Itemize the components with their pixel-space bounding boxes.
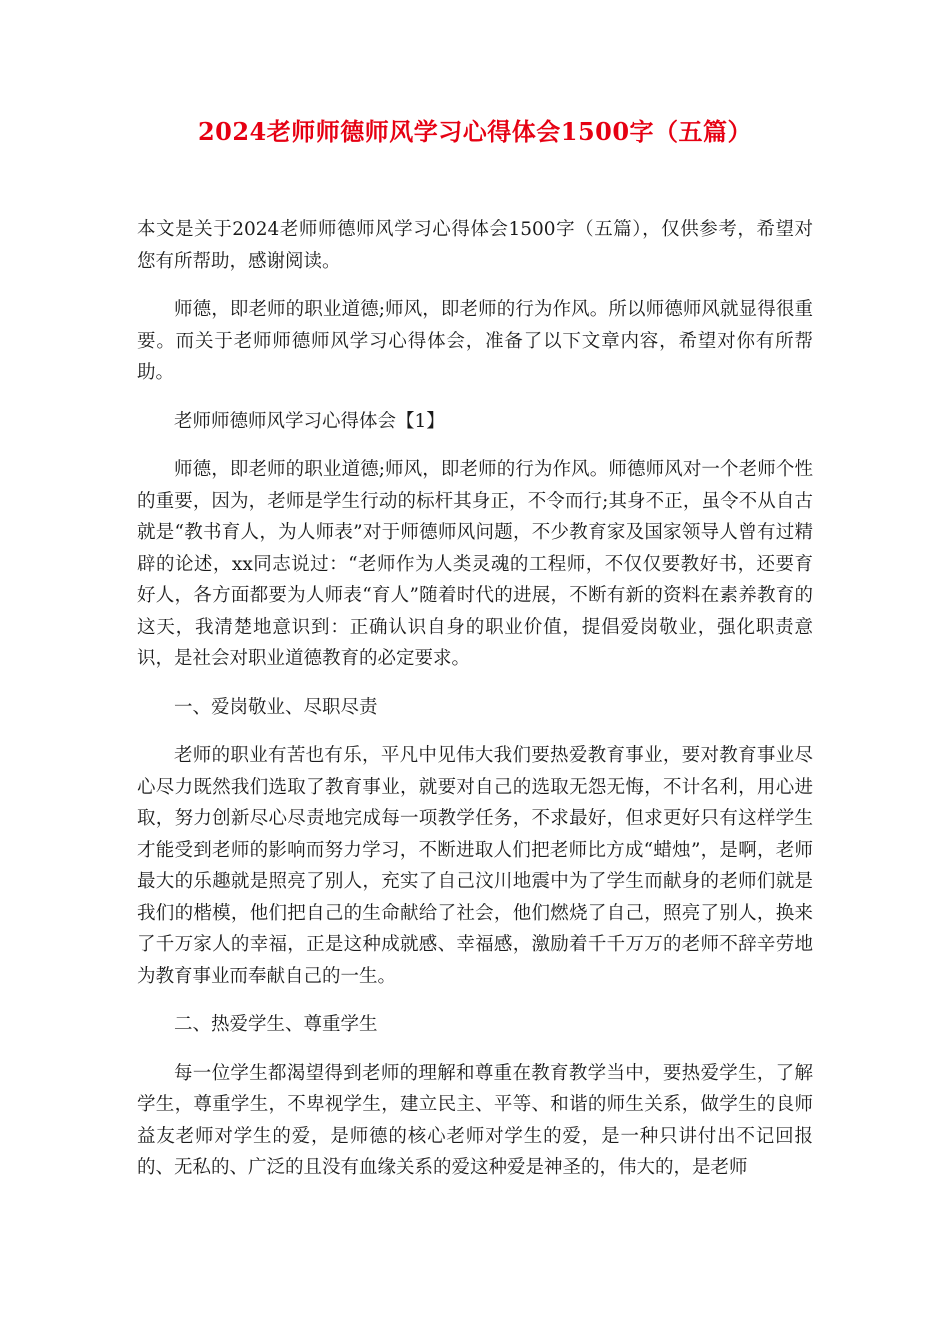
document-body	[137, 214, 813, 1201]
heading-1: 一、爱岗敬业、尽职尽责	[174, 696, 378, 718]
heading-2: 二、热爱学生、尊重学生	[174, 1014, 378, 1035]
section-title: 老师师德师风学习心得体会【1】	[174, 410, 445, 432]
paragraph-4: 每一位学生都渴望得到老师的理解和尊重在教育教学当中，要热爱学生，了解学生，尊重学生，不卑视学生，建立民主、平等、和谐的师生关系，做学生的良师益友老师对学生的爱，是师德的核心老师对学生的爱，是一种只讲付出不记回报的、无私的、广泛的且没有血缘关系的爱这种爱是神圣的，伟大的，是老师	[137, 1062, 813, 1178]
paragraph-1: 师德，即老师的职业道德;师风，即老师的行为作风。所以师德师风就显得很重要。而关于老师师德师风学习心得体会，准备了以下文章内容，希望对你有所帮助。	[137, 299, 813, 383]
document-title: 2024老师师德师风学习心得体会1500字（五篇）	[197, 117, 753, 146]
intro-paragraph: 本文是关于2024老师师德师风学习心得体会1500字（五篇），仅供参考，希望对您有所帮助，感谢阅读。	[137, 219, 813, 272]
paragraph-2: 师德，即老师的职业道德;师风，即老师的行为作风。师德师风对一个老师个性的重要，因为，老师是学生行动的标杆其身正，不令而行;其身不正，虽令不从自古就是“教书育人，为人师表”对于师德师风问题，不少教育家及国家领导人曾有过精辟的论述，xx同志说过：“老师作为人类灵魂的工程师，不仅仅要教好书，还要育好人，各方面都要为人师表“育人”随着时代的进展，不断有新的资料在素养教育的这天，我清楚地意识到：正确认识自身的职业价值，提倡爱岗敬业，强化职责意识，是社会对职业道德教育的必定要求。	[137, 459, 813, 669]
paragraph-3: 老师的职业有苦也有乐，平凡中见伟大我们要热爱教育事业，要对教育事业尽心尽力既然我们选取了教育事业，就要对自己的选取无怨无悔，不计名利，用心进取，努力创新尽心尽责地完成每一项教学任务，不求最好，但求更好只有这样学生才能受到老师的影响而努力学习，不断进取人们把老师比方成“蜡烛”，是啊，老师最大的乐趣就是照亮了别人，充实了自己汶川地震中为了学生而献身的老师们就是我们的楷模，他们把自己的生命献给了社会，他们燃烧了自己，照亮了别人，换来了千万家人的幸福，正是这种成就感、幸福感，激励着千千万万的老师不辞辛劳地为教育事业而奉献自己的一生。	[137, 745, 813, 987]
